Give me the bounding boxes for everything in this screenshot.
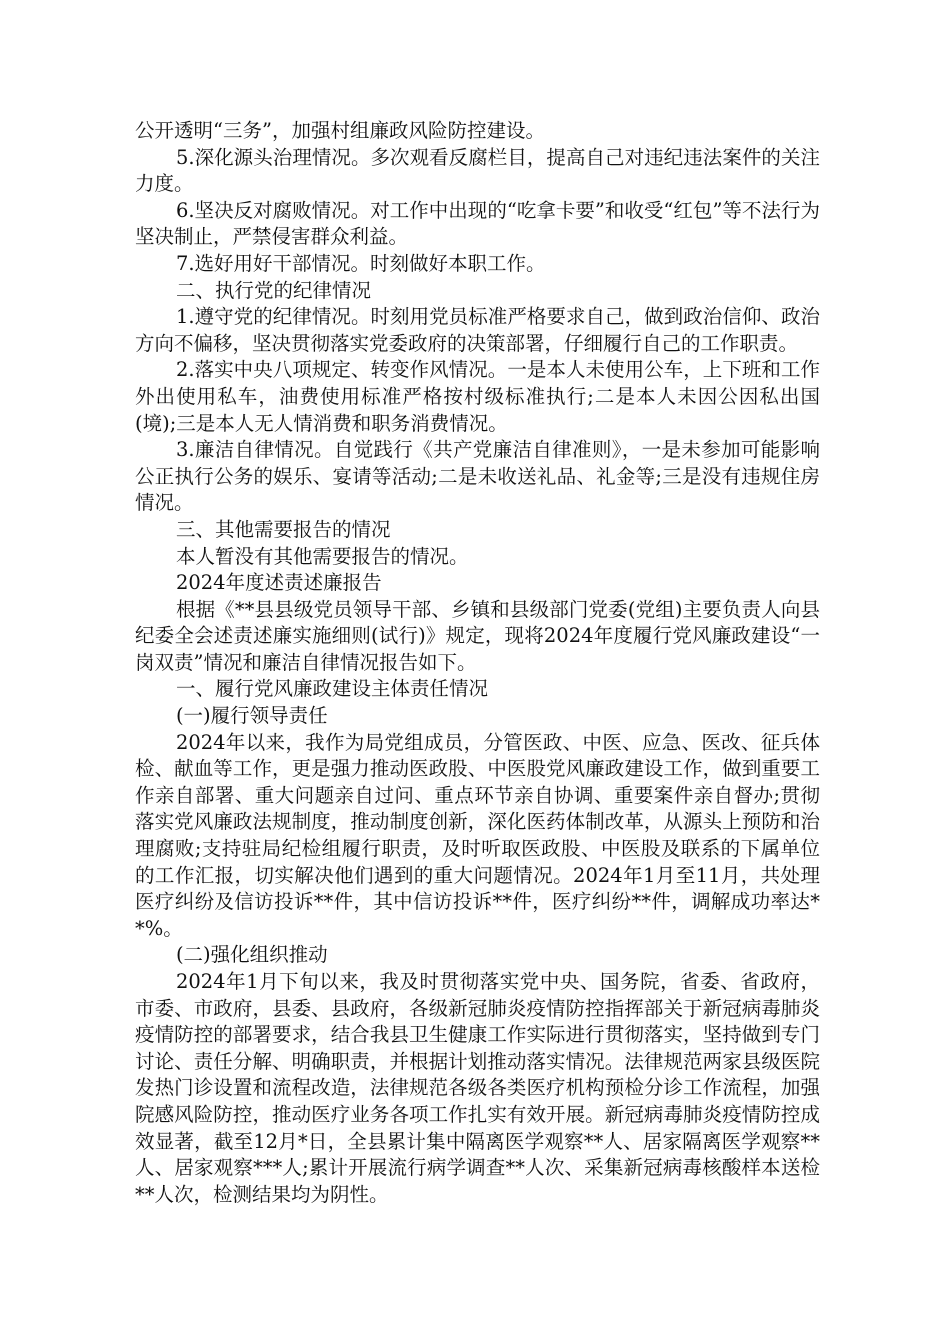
paragraph: 2024年1月下旬以来，我及时贯彻落实党中央、国务院，省委、省政府，市委、市政府，县委、县政府，各级新冠肺炎疫情防控指挥部关于新冠病毒肺炎疫情防控的部署要求，结合我县卫生健康工作实际进行贯彻落实，坚持做到专门讨论、责任分解、明确职责，并根据计划推动落实情况。法律规范两家县级医院发热门诊设置和流程改造，法律规范各级各类医疗机构预检分诊工作流程，加强院感风险防控，推动医疗业务各项工作扎实有效开展。新冠病毒肺炎疫情防控成效显著，截至12月*日，全县累计集中隔离医学观察**人、居家隔离医学观察**人、居家观察***人;累计开展流行病学调查**人次、采集新冠病毒核酸样本送检**人次，检测结果均为阴性。 [135,970,820,1206]
section-heading: 二、执行党的纪律情况 [175,278,371,302]
subsection-heading: (一)履行领导责任 [175,704,328,728]
paragraph: 公开透明“三务”，加强村组廉政风险防控建设。 [135,119,545,142]
paragraph: 5.深化源头治理情况。多次观看反腐栏目，提高自己对违纪违法案件的关注力度。 [135,145,820,196]
paragraph: 6.坚决反对腐败情况。对工作中出现的“吃拿卡要”和收受“红包”等不法行为坚决制止，严禁侵害群众利益。 [135,198,820,249]
paragraph: 3.廉洁自律情况。自觉践行《共产党廉洁自律准则》，一是未参加可能影响公正执行公务的娱乐、宴请等活动;二是未收送礼品、礼金等;三是没有违规住房情况。 [135,438,820,515]
paragraph: 本人暂没有其他需要报告的情况。 [175,544,469,568]
paragraph: 7.选好用好干部情况。时刻做好本职工作。 [175,251,546,275]
report-title: 2024年度述责述廉报告 [175,571,382,595]
subsection-heading: (二)强化组织推动 [175,943,328,967]
section-heading: 一、履行党风廉政建设主体责任情况 [175,677,488,701]
section-heading: 三、其他需要报告的情况 [175,517,391,541]
paragraph: 2024年以来，我作为局党组成员，分管医政、中医、应急、医改、征兵体检、献血等工作，更是强力推动医政股、中医股党风廉政建设工作，做到重要工作亲自部署、重大问题亲自过问、重点环节亲自协调、重要案件亲自督办;贯彻落实党风廉政法规制度，推动制度创新，深化医药体制改革，从源头上预防和治理腐败;支持驻局纪检组履行职责，及时听取医政股、中医股及联系的下属单位的工作汇报，切实解决他们遇到的重大问题情况。2024年1月至11月，共处理医疗纠纷及信访投诉**件，其中信访投诉**件，医疗纠纷**件，调解成功率达**%。 [135,730,820,940]
paragraph: 1.遵守党的纪律情况。时刻用党员标准严格要求自己，做到政治信仰、政治方向不偏移，坚决贯彻落实党委政府的决策部署，仔细履行自己的工作职责。 [135,305,820,355]
paragraph: 2.落实中央八项规定、转变作风情况。一是本人未使用公车，上下班和工作外出使用私车，油费使用标准严格按村级标准执行;二是本人未因公因私出国(境);三是本人无人情消费和职务消费情况。 [135,358,820,435]
document-body [135,118,820,1208]
paragraph: 根据《**县县级党员领导干部、乡镇和县级部门党委(党组)主要负责人向县纪委全会述责述廉实施细则(试行)》规定，现将2024年度履行党风廉政建设“一岗双责”情况和廉洁自律情况报告如下。 [135,597,820,674]
